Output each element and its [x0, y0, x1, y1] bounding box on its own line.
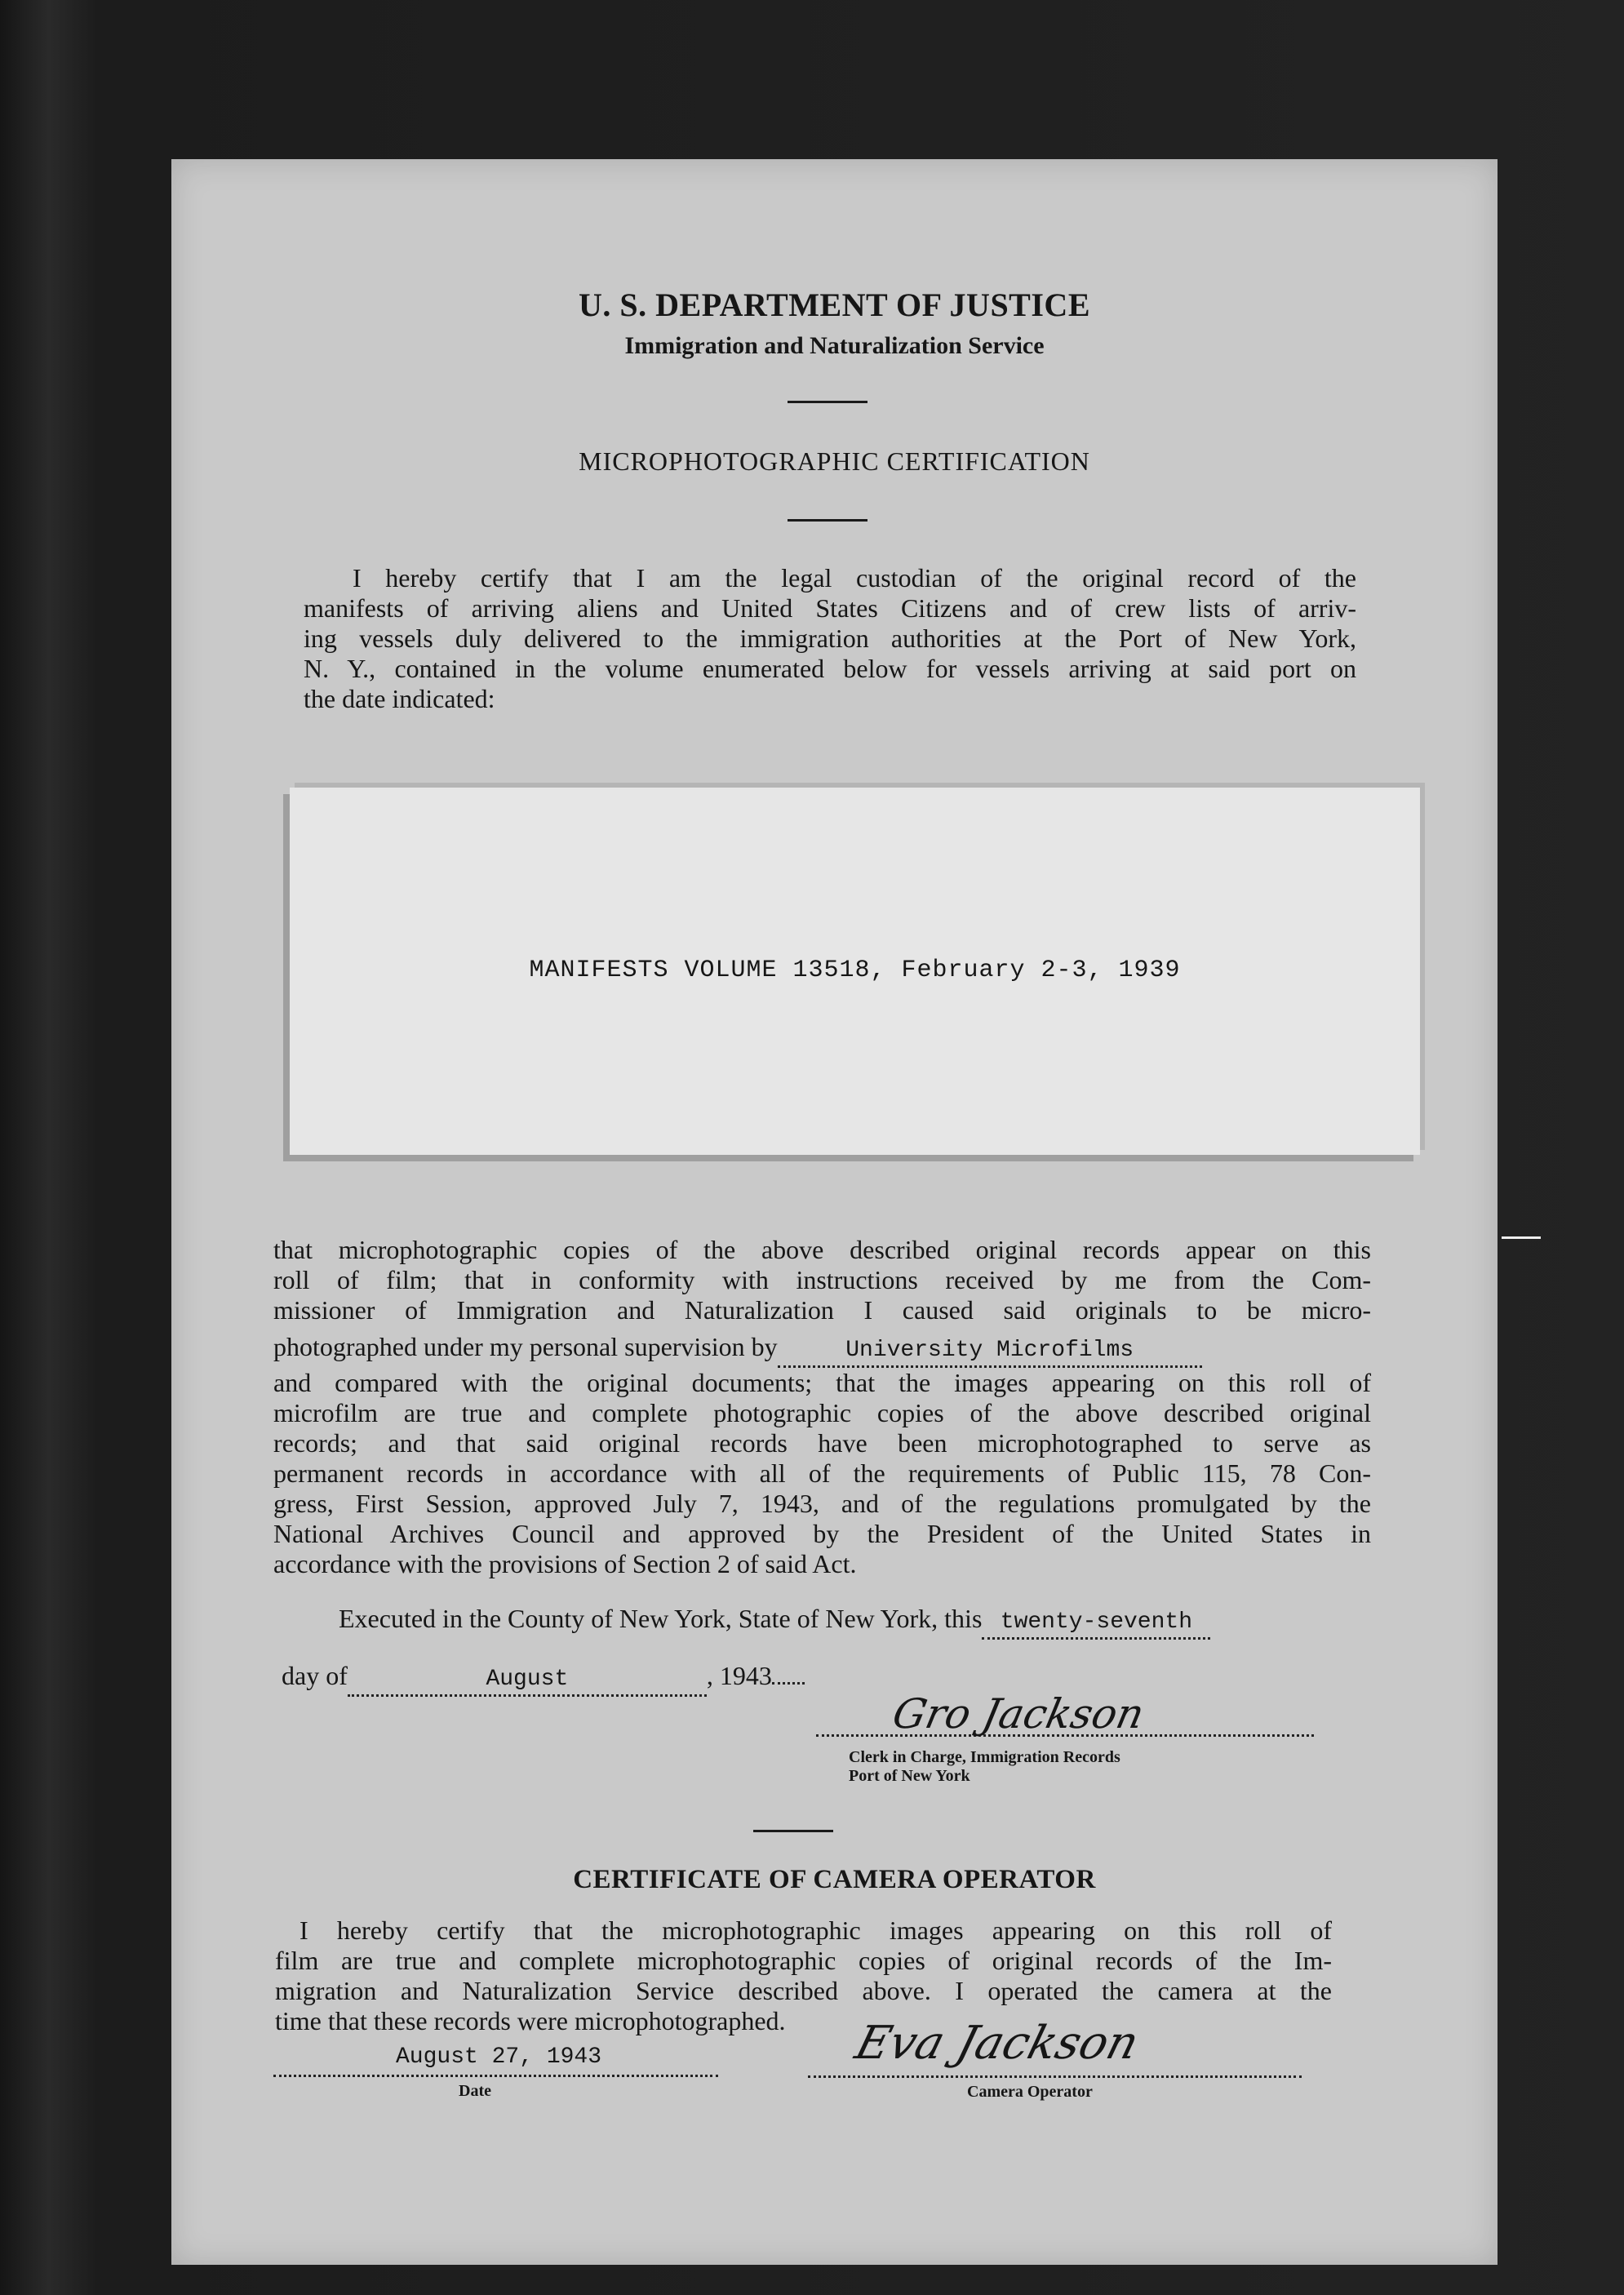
service-subheading: Immigration and Naturalization Service	[624, 332, 1045, 359]
execution-line-1	[339, 1604, 1400, 1640]
supervision-prefix: photographed under my personal supervision by	[273, 1332, 778, 1361]
body-line: and compared with the original documents; that the images appearing on this roll of	[273, 1368, 1371, 1397]
camera-line: time that these records were microphotographed.	[275, 2006, 786, 2035]
camera-line: film are true and complete microphotographic copies of original records of the Im-	[275, 1946, 1332, 1975]
supervision-field: University Microfilms	[778, 1335, 1202, 1368]
body-line: permanent records in accordance with all of the requirements of Public 115, 78 Con-	[273, 1458, 1371, 1488]
execution-month-field: August	[348, 1664, 707, 1697]
camera-certificate-title: CERTIFICATE OF CAMERA OPERATOR	[573, 1865, 1096, 1894]
certificate-sheet	[171, 159, 1498, 2265]
camera-line: migration and Naturalization Service described above. I operated the camera at the	[275, 1976, 1332, 2005]
operator-signature-line	[808, 2075, 1302, 2078]
date-field-block	[273, 2040, 722, 2101]
date-label: Date	[459, 2082, 491, 2100]
clerk-title-line-1: Clerk in Charge, Immigration Records	[849, 1748, 1120, 1766]
body-line: accordance with the provisions of Section 2 of said Act.	[273, 1549, 857, 1578]
camera-line: I hereby certify that the microphotographic images appearing on this roll of	[300, 1915, 1332, 1945]
operator-signature: Eva Jackson	[850, 2017, 1145, 2070]
supervision-line	[273, 1332, 1371, 1368]
year-trailing-dots	[772, 1682, 805, 1685]
volume-description: MANIFESTS VOLUME 13518, February 2-3, 1939	[529, 957, 1181, 984]
day-of-label: day of	[282, 1661, 348, 1690]
operator-signature-block	[808, 2012, 1306, 2102]
body-line: gress, First Session, approved July 7, 1943, and of the regulations promulgated by the	[273, 1489, 1371, 1518]
body-line: that microphotographic copies of the above described original records appear on this	[273, 1235, 1371, 1264]
clerk-title-line-2: Port of New York	[849, 1767, 970, 1785]
intro-line: N. Y., contained in the volume enumerated below for vessels arriving at said port on	[304, 654, 1356, 683]
intro-line: manifests of arriving aliens and United States Citizens and of crew lists of arriv-	[304, 593, 1356, 623]
department-heading: U. S. DEPARTMENT OF JUSTICE	[579, 286, 1090, 323]
intro-line: I hereby certify that I am the legal custodian of the original record of the	[353, 563, 1356, 593]
camera-section-divider	[753, 1830, 833, 1832]
execution-day-field: twenty-seventh	[982, 1607, 1210, 1640]
body-line: missioner of Immigration and Naturalization I caused said originals to be micro-	[273, 1295, 1371, 1325]
title-divider	[788, 519, 867, 522]
body-paragraph	[273, 1235, 1371, 1579]
execution-prefix: Executed in the County of New York, State of New York, this	[339, 1604, 983, 1633]
certificate-date-value: August 27, 1943	[396, 2044, 602, 2070]
form-title: MICROPHOTOGRAPHIC CERTIFICATION	[579, 446, 1090, 476]
volume-slip	[290, 788, 1420, 1155]
operator-label: Camera Operator	[967, 2083, 1093, 2101]
body-line: records; and that said original records have been microphotographed to serve as	[273, 1428, 1371, 1458]
intro-line: ing vessels duly delivered to the immigration authorities at the Port of New York,	[304, 624, 1356, 653]
clerk-signature: Gro Jackson	[888, 1690, 1149, 1738]
body-line: roll of film; that in conformity with instructions received by me from the Com-	[273, 1265, 1371, 1294]
body-line: National Archives Council and approved by the President of the United States in	[273, 1519, 1371, 1548]
date-line	[273, 2075, 718, 2077]
execution-year: , 1943	[706, 1661, 772, 1690]
clerk-signature-block	[816, 1685, 1330, 1786]
intro-paragraph	[304, 563, 1356, 714]
header-divider	[788, 401, 867, 403]
film-scratch	[1502, 1236, 1541, 1239]
body-line: microfilm are true and complete photographic copies of the above described original	[273, 1398, 1371, 1427]
intro-line: the date indicated:	[304, 684, 495, 713]
